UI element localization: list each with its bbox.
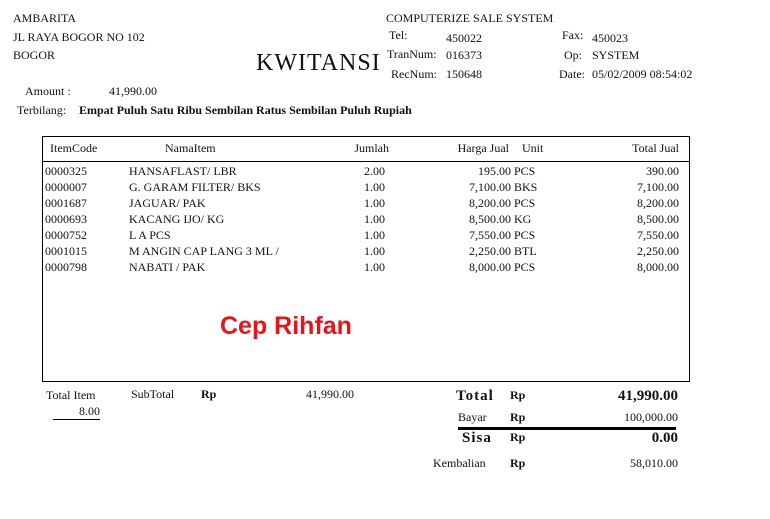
cell-name: L A PCS <box>129 228 171 242</box>
terbilang-value: Empat Puluh Satu Ribu Sembilan Ratus Sembilan Puluh Rupiah <box>79 103 412 117</box>
store-address: JL RAYA BOGOR NO 102 <box>13 30 145 44</box>
cell-code: 0001687 <box>45 196 87 210</box>
subtotal-label: SubTotal <box>131 387 175 401</box>
table-row <box>43 244 689 260</box>
cell-unit: KG <box>514 212 532 226</box>
terbilang-label: Terbilang: <box>17 103 67 117</box>
cell-code: 0001015 <box>45 244 87 258</box>
store-name: AMBARITA <box>13 11 77 25</box>
op-label: Op: <box>564 48 582 62</box>
tran-label: TranNum: <box>387 47 437 61</box>
table-row <box>43 260 689 276</box>
sisa-label: Sisa <box>462 430 492 446</box>
header-code: ItemCode <box>50 141 98 155</box>
subtotal-value: 41,990.00 <box>306 387 354 401</box>
cell-unit: BKS <box>514 180 538 194</box>
cell-unit: PCS <box>514 260 536 274</box>
total-label: Total <box>456 388 494 404</box>
bayar-value: 100,000.00 <box>624 410 678 424</box>
cell-name: KACANG IJO/ KG <box>129 212 225 226</box>
cell-price: 8,200.00 <box>469 196 511 210</box>
op-value: SYSTEM <box>592 48 640 62</box>
cell-code: 0000752 <box>45 228 87 242</box>
cell-unit: PCS <box>514 228 536 242</box>
cell-qty: 1.00 <box>364 228 385 242</box>
cell-unit: BTL <box>514 244 537 258</box>
fax-value: 450023 <box>592 31 628 45</box>
cell-qty: 2.00 <box>364 164 385 178</box>
rec-value: 150648 <box>446 67 482 81</box>
cell-price: 7,100.00 <box>469 180 511 194</box>
cell-qty: 1.00 <box>364 260 385 274</box>
cell-total: 2,250.00 <box>637 244 679 258</box>
rec-label: RecNum: <box>391 67 437 81</box>
cell-total: 7,550.00 <box>637 228 679 242</box>
cell-name: JAGUAR/ PAK <box>129 196 206 210</box>
cell-price: 8,000.00 <box>469 260 511 274</box>
cell-code: 0000798 <box>45 260 87 274</box>
cell-code: 0000325 <box>45 164 87 178</box>
cell-qty: 1.00 <box>364 212 385 226</box>
cell-qty: 1.00 <box>364 244 385 258</box>
table-row <box>43 180 689 196</box>
store-city: BOGOR <box>13 48 56 62</box>
cell-price: 2,250.00 <box>469 244 511 258</box>
header-unit: Unit <box>522 141 544 155</box>
sisa-currency: Rp <box>510 430 526 444</box>
total-currency: Rp <box>510 388 526 402</box>
header-price: Harga Jual <box>457 141 509 155</box>
kembalian-label: Kembalian <box>433 456 486 470</box>
cell-name: HANSAFLAST/ LBR <box>129 164 237 178</box>
table-row <box>43 212 689 228</box>
bayar-currency: Rp <box>510 410 526 424</box>
cell-code: 0000693 <box>45 212 87 226</box>
cell-name: M ANGIN CAP LANG 3 ML / <box>129 244 279 258</box>
total-item-value: 8.00 <box>53 404 100 420</box>
kembalian-currency: Rp <box>510 456 526 470</box>
watermark: Cep Rihfan <box>220 312 352 340</box>
total-value: 41,990.00 <box>618 388 678 404</box>
tel-label: Tel: <box>389 28 408 42</box>
system-name: COMPUTERIZE SALE SYSTEM <box>386 11 554 25</box>
amount-label: Amount : <box>25 84 71 98</box>
subtotal-currency: Rp <box>201 387 217 401</box>
cell-total: 8,000.00 <box>637 260 679 274</box>
tran-value: 016373 <box>446 48 482 62</box>
total-item-label: Total Item <box>46 388 96 402</box>
bayar-label: Bayar <box>458 410 487 424</box>
header-name: NamaItem <box>165 141 216 155</box>
cell-price: 195.00 <box>478 164 511 178</box>
receipt-title: KWITANSI <box>256 50 381 76</box>
table-row <box>43 164 689 180</box>
table-row <box>43 196 689 212</box>
date-value: 05/02/2009 08:54:02 <box>592 67 693 81</box>
sisa-value: 0.00 <box>651 430 678 446</box>
cell-unit: PCS <box>514 196 536 210</box>
cell-qty: 1.00 <box>364 180 385 194</box>
cell-price: 7,550.00 <box>469 228 511 242</box>
cell-total: 7,100.00 <box>637 180 679 194</box>
cell-total: 8,500.00 <box>637 212 679 226</box>
cell-price: 8,500.00 <box>469 212 511 226</box>
cell-total: 390.00 <box>646 164 679 178</box>
cell-total: 8,200.00 <box>637 196 679 210</box>
header-divider <box>43 161 689 162</box>
header-total: Total Jual <box>632 141 679 155</box>
cell-name: NABATI / PAK <box>129 260 206 274</box>
date-label: Date: <box>559 67 585 81</box>
header-qty: Jumlah <box>354 141 389 155</box>
cell-qty: 1.00 <box>364 196 385 210</box>
cell-unit: PCS <box>514 164 536 178</box>
items-table <box>42 136 690 382</box>
fax-label: Fax: <box>562 28 584 42</box>
cell-name: G. GARAM FILTER/ BKS <box>129 180 261 194</box>
table-row <box>43 228 689 244</box>
kembalian-value: 58,010.00 <box>630 456 678 470</box>
cell-code: 0000007 <box>45 180 87 194</box>
amount-value: 41,990.00 <box>109 84 157 98</box>
tel-value: 450022 <box>446 31 482 45</box>
